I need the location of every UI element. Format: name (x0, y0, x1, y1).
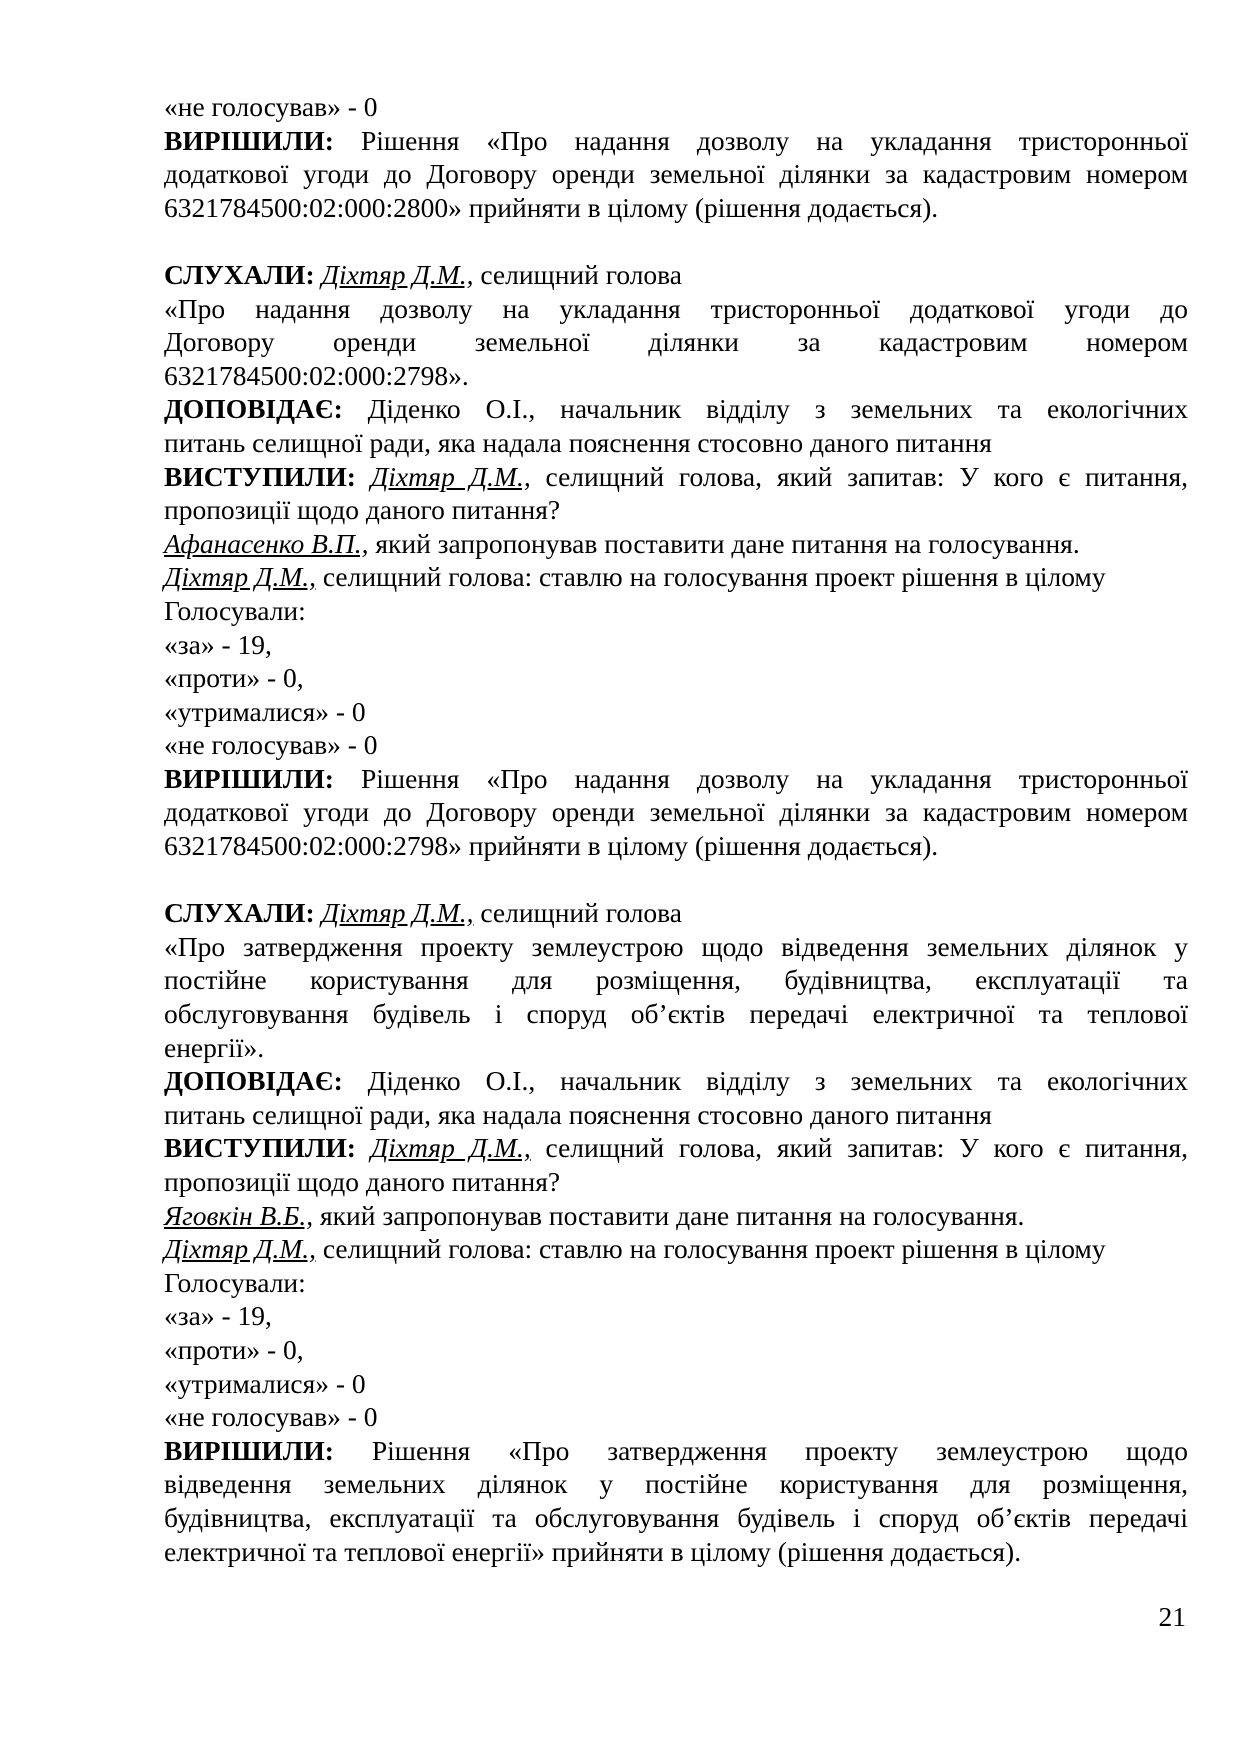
vote-not-voted: «не голосував» - 0 (164, 729, 378, 761)
reports-line (164, 1064, 1188, 1098)
reports-line: питань селищної ради, яка надала пояснення стосовно даного питання (164, 426, 992, 458)
topic-line: Договору оренди земельної ділянки за кадастровим номером (164, 326, 1188, 358)
decision-line: 6321784500:02:000:2800» прийняти в цілому (рішення додається). (164, 191, 939, 223)
speaker-role: селищний голова (473, 897, 683, 929)
reports-text: Діденко О.І., начальник відділу з земельних та екологічних (342, 393, 1188, 425)
section-gap (164, 224, 1188, 258)
reports-line: питань селищної ради, яка надала пояснення стосовно даного питання (164, 1098, 992, 1130)
decision-line: 6321784500:02:000:2798» прийняти в цілому (рішення додається). (164, 830, 939, 862)
vote-abstained: «утрималися» - 0 (164, 1367, 366, 1399)
reports-text: Діденко О.І., начальник відділу з земельних та екологічних (342, 1065, 1188, 1097)
spoke-line: пропозиції щодо даного питання? (164, 494, 561, 526)
chair-line (164, 560, 1188, 594)
spoke-line: пропозиції щодо даного питання? (164, 1166, 561, 1197)
spoke-label: ВИСТУПИЛИ: (164, 460, 356, 492)
decision-line: будівництва, експлуатації та обслуговування будівель і споруд об’єктів передачі (164, 1501, 1188, 1533)
vote-heading: Голосували: (164, 594, 306, 626)
heard-label: СЛУХАЛИ: (164, 897, 315, 929)
topic-line: «Про затвердження проекту землеустрою щодо відведення земельних ділянок у (164, 930, 1188, 962)
chair-line (164, 1232, 1188, 1266)
proposal-line (164, 1199, 1188, 1233)
vote-abstained: «утрималися» - 0 (164, 695, 366, 727)
speaker-name: Діхтяр Д.М., (321, 897, 474, 929)
section-gap (164, 863, 1188, 897)
chair-text: селищний голова: ставлю на голосування проект рішення в цілому (315, 561, 1106, 593)
decision-text: Рішення «Про надання дозволу на укладання тристоронньої (333, 762, 1188, 794)
speaker-name: Діхтяр Д.М., (370, 1132, 531, 1164)
decision-line: додаткової угоди до Договору оренди земельної ділянки за кадастровим номером (164, 158, 1188, 190)
spoke-text: селищний голова, який запитав: У кого є питання, (530, 460, 1188, 492)
vote-for: «за» - 19, (164, 628, 272, 660)
spoke-line (164, 460, 1188, 494)
proposer-name: Яговкін В.Б., (164, 1199, 314, 1231)
topic-line: «Про надання дозволу на укладання тристоронньої додаткової угоди до (164, 292, 1188, 324)
vote-not-voted: «не голосував» - 0 (164, 1401, 378, 1433)
decision-line (164, 762, 1188, 796)
topic-line: енергії». (164, 1031, 265, 1063)
decision-line: електричної та теплової енергії» прийняти в цілому (рішення додається). (164, 1535, 1022, 1567)
proposal-line (164, 527, 1188, 561)
decided-label: ВИРІШИЛИ: (164, 124, 334, 156)
speaker-name: Діхтяр Д.М., (321, 258, 474, 290)
spoke-text: селищний голова, який запитав: У кого є питання, (530, 1132, 1188, 1164)
reports-label: ДОПОВІДАЄ: (164, 393, 343, 425)
topic-line: 6321784500:02:000:2798». (164, 359, 469, 391)
document-page (164, 90, 1188, 1568)
decision-line (164, 1434, 1188, 1468)
proposal-text: який запропонував поставити дане питання на голосування. (313, 1199, 1025, 1231)
heard-line (164, 896, 1188, 930)
reports-line (164, 392, 1188, 426)
decision-text: Рішення «Про затвердження проекту землеустрою щодо (333, 1434, 1188, 1466)
chair-text: селищний голова: ставлю на голосування проект рішення в цілому (315, 1233, 1106, 1265)
spoke-line (164, 1131, 1188, 1165)
topic-line: обслуговування будівель і споруд об’єктів передачі електричної та теплової (164, 998, 1188, 1030)
chair-name: Діхтяр Д.М., (164, 561, 316, 593)
proposal-text: який запропонував поставити дане питання на голосування. (368, 527, 1080, 559)
chair-name: Діхтяр Д.М., (164, 1233, 316, 1265)
decision-text: Рішення «Про надання дозволу на укладання тристоронньої (333, 124, 1188, 156)
vote-heading: Голосували: (164, 1266, 306, 1298)
heard-line (164, 258, 1188, 292)
decision-line (164, 124, 1188, 158)
reports-label: ДОПОВІДАЄ: (164, 1065, 343, 1097)
page-number: 21 (1158, 1601, 1186, 1632)
vote-against: «проти» - 0, (164, 1333, 304, 1365)
speaker-name: Діхтяр Д.М., (370, 460, 531, 492)
vote-not-voted: «не голосував» - 0 (164, 91, 378, 122)
proposer-name: Афанасенко В.П., (164, 527, 369, 559)
spoke-label: ВИСТУПИЛИ: (164, 1132, 356, 1164)
topic-line: постійне користування для розміщення, будівництва, експлуатації та (164, 964, 1188, 996)
decided-label: ВИРІШИЛИ: (164, 762, 334, 794)
heard-label: СЛУХАЛИ: (164, 258, 315, 290)
decision-line: додаткової угоди до Договору оренди земельної ділянки за кадастровим номером (164, 796, 1188, 828)
speaker-role: селищний голова (473, 258, 683, 290)
decision-line: відведення земельних ділянок у постійне користування для розміщення, (164, 1468, 1188, 1500)
decided-label: ВИРІШИЛИ: (164, 1434, 334, 1466)
vote-against: «проти» - 0, (164, 662, 304, 694)
vote-for: «за» - 19, (164, 1300, 272, 1332)
